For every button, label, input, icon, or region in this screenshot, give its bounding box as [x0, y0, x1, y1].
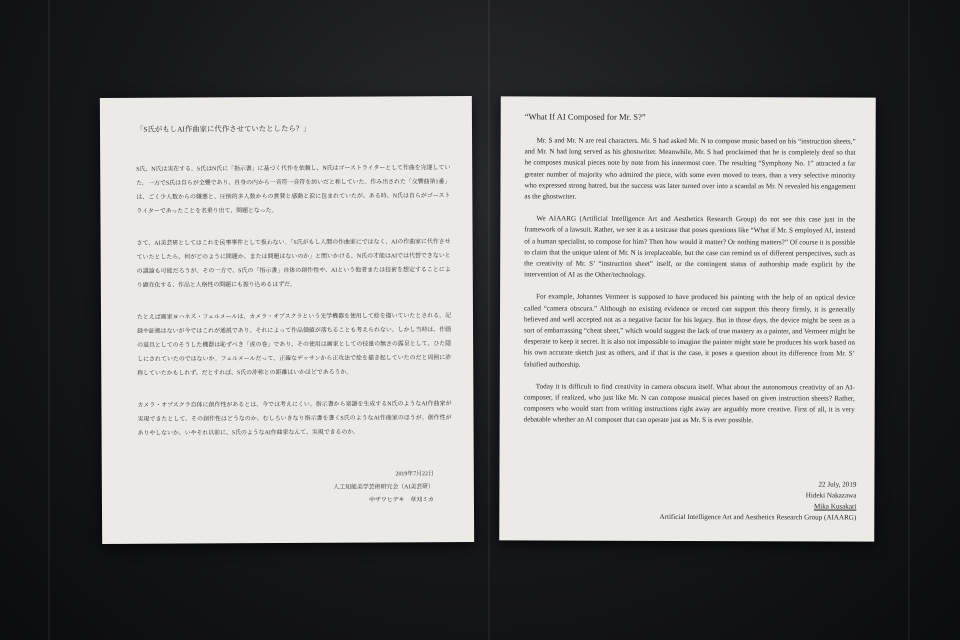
jp-paragraph: さて、AI美芸研としてはこれを民事事件として扱わない。「S氏がもし人間の作曲家にではなく、AIの作曲家に代作させていたとしたら、何がどのように問題か、または問題はないのか」と問いかける。N氏の才能はAIでは代替できないとの議論も可能だろうが、その一方で、S氏の「指示書」自体の創作性や、AIという他者または技術を想定することにより顕在化する、作品と人格性の問題にも振り込めるはずだ。	[136, 239, 451, 289]
en-paragraph: We AIAARG (Artificial Intelligence Art and Aesthetics Research Group) do not see this case just in the framework of a lawsuit. Rather, we see it as a testcase that poses questions like “What if Mr. S employed AI, instead of a human specialist, to compose for him? Then how would it matter? Or nothing matters?” Of course it is possible to claim that the unique talent of Mr. N is irreplaceable, but the case can remind us of different perspectives, such as the creativity of Mr. S’ “instruction sheet” itself, or the contingent status of authorship made explicit by the intervention of AI as the Other/technology.	[524, 214, 856, 280]
jp-signature-block	[333, 468, 434, 508]
en-paragraph: Mr. S and Mr. N are real characters. Mr. S had asked Mr. N to compose music based on his “instruction sheets,” and Mr. N had long served as his ghostwriter. Meanwhile, Mr. S had proclaimed that he is completely deaf so that he composes musical pieces note by note from his innermost core. The resulting “Symphony No. 1” attracted a far greater number of majority who admired the piece, with some even moved to tears, than a very selective minority who expressed strong hatred, but the success was later turned over into a scandal as Mr. N revealed his engagement as the ghostwriter.	[524, 136, 856, 201]
en-signature-block	[659, 479, 856, 524]
jp-title: 「S氏がもしAI作曲家に代作させていたとしたら？」	[135, 123, 311, 134]
en-title: “What If AI Composed for Mr. S?”	[524, 111, 646, 122]
jp-paragraph: S氏、N氏は実在する。S氏はN氏に「指示書」に基づく代作を依頼し、N氏はゴーストライターとして作曲を完遂していた。一方でS氏は自らが全聾であり、自身の内から一音符一音符を紡いだと称していた。作み出された「交響曲第1番」は、ごく少人数からの嫌悪と、圧倒的多人数からの賞賛と感動と涙に包まれていたが、ある時、N氏は自らがゴーストライターであったことを名乗り出て、問題となった。	[136, 165, 451, 215]
jp-paragraph: たとえば画家ヨハネス・フェルメールは、カメラ・オブスクラという光学機器を使用して絵を描いていたとされる。記録や証拠はないが今ではこれが通説であり、それによって作品価値が落ちることも考えられない。しかし当時は、作画の道具としてのそうした機器は恥ずべき「虎の巻」であり、その使用は画家としての技量の無さの露呈として、ひた隠しにされていたのではないか。フェルメールだって、正確なデッサンから正攻法で絵を描き起していたのだと周囲に詐称していたかもしれず、だとすれば、S氏の詐称との距離はいかほどであろうか。	[136, 313, 452, 377]
jp-date: 2019年7月22日	[395, 471, 434, 478]
jp-paragraph: カメラ・オブスクラ自体に創作性があるとは、今では考えにくい。指示書から楽譜を生成するN氏のようなAI作曲家が実現できたとして、その創作性はどうなのか。むしろいきなり指示書を書くS氏のようなAI作曲家のほうが、創作性がありやしないか。いやそれ以前に、S氏のようなAI作曲家なんて、実現できるのか。	[137, 401, 452, 437]
jp-authors: 中ザワヒデキ 草刈ミカ	[369, 497, 434, 504]
english-statement-sheet	[499, 96, 876, 541]
japanese-statement-sheet	[100, 96, 474, 544]
en-author: Hideki Nakazawa	[805, 491, 857, 500]
wall-seam	[488, 0, 490, 640]
wall-seam	[908, 0, 910, 640]
en-date: 22 July, 2019	[818, 480, 857, 489]
en-paragraph: Today it is difficult to find creativity in camera obscura itself. What about the autonomous creativity of an AI-composer, if realized, who just like Mr. N can compose musical pieces based on given instruction sheets? Rather, composers who would start from writing instructions right away are arguably more creative. First of all, it is very debatable whether an AI composer that can operate just as Mr. S is ever possible.	[523, 382, 855, 425]
jp-organization: 人工知能美学芸術研究会（AI美芸研）	[333, 484, 434, 491]
en-author: Mika Kusakari	[813, 502, 857, 511]
wall-seam	[48, 0, 50, 640]
en-organization: Artificial Intelligence Art and Aesthetics Research Group (AIAARG)	[659, 512, 857, 522]
en-paragraph: For example, Johannes Vermeer is supposed to have produced his painting with the help of an optical device called “camera obscura.” Although no existing evidence or record can support this theory firmly, it is generally believed and well accepted not as a negative factor for his legacy. But in those days, the device might be seen as a sort of embarrassing “cheat sheet,” which would suggest the lack of true mastery as a painter, and Vermeer might be desperate to keep it secret. It is also not impossible to imagine the painter might state he produces his work based on his own accurate sketch just as others, and if that is the case, it poses a question about its difference from Mr. S’ falsified authorship.	[523, 292, 856, 369]
